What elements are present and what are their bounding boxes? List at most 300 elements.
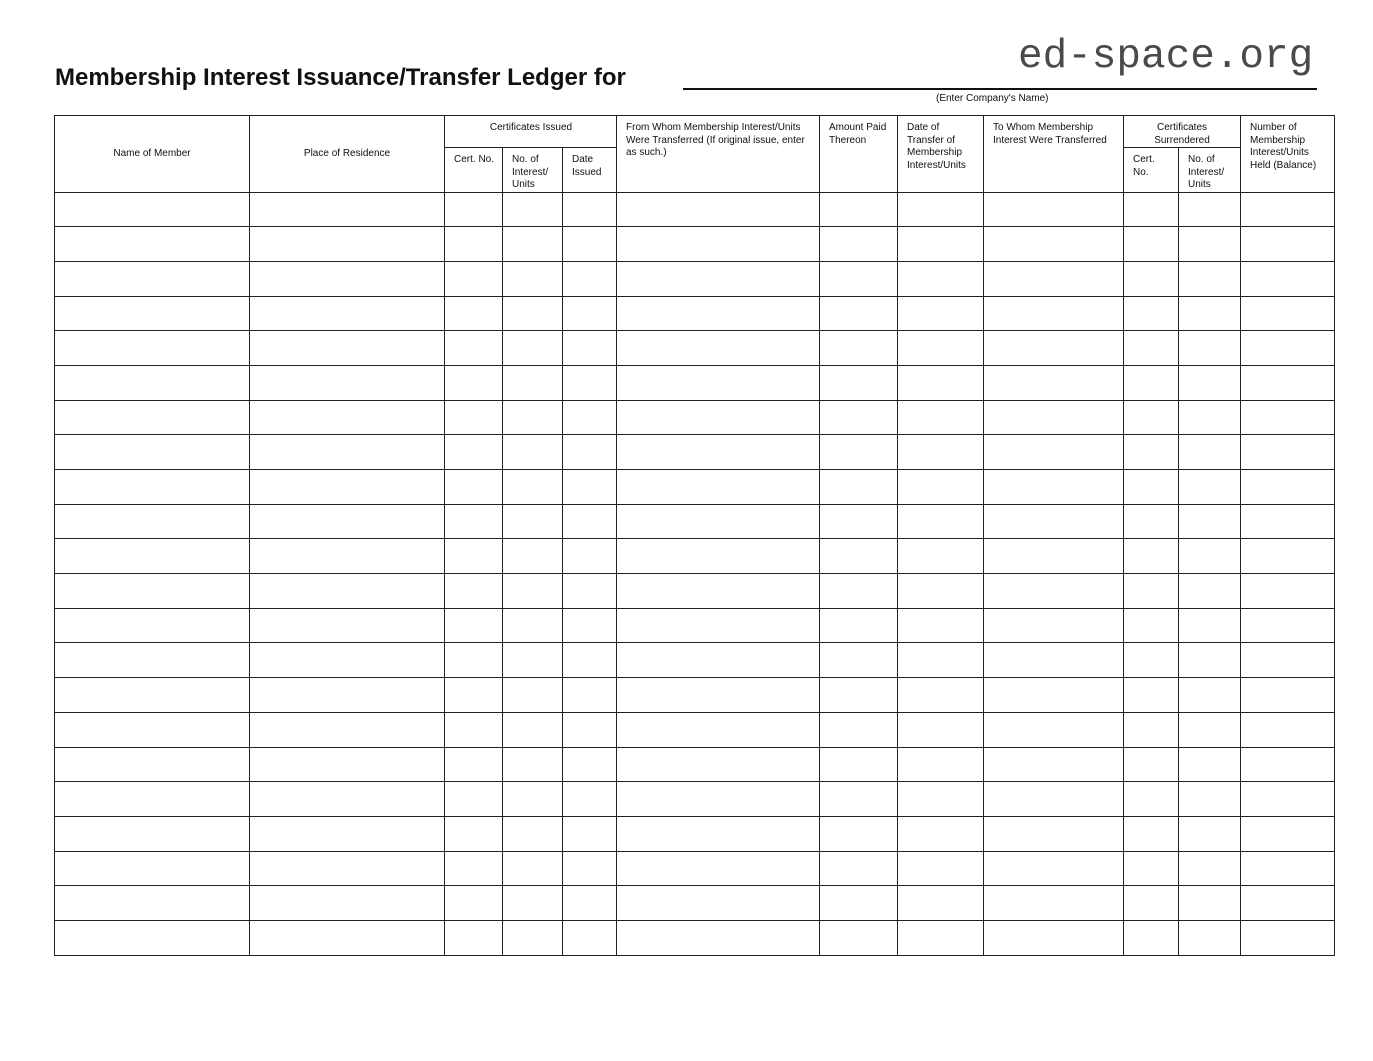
cell-surrendered-cert-no[interactable] [1124, 539, 1179, 574]
cell-amount-paid[interactable] [820, 296, 898, 331]
cell-cert-no[interactable] [445, 851, 503, 886]
cell-name-of-member[interactable] [55, 608, 250, 643]
cell-amount-paid[interactable] [820, 227, 898, 262]
cell-date-of-transfer[interactable] [898, 296, 984, 331]
cell-no-of-interest-units[interactable] [503, 643, 563, 678]
cell-no-of-interest-units[interactable] [503, 747, 563, 782]
cell-cert-no[interactable] [445, 365, 503, 400]
cell-balance[interactable] [1241, 851, 1335, 886]
cell-name-of-member[interactable] [55, 782, 250, 817]
cell-date-of-transfer[interactable] [898, 435, 984, 470]
cell-cert-no[interactable] [445, 504, 503, 539]
cell-surrendered-no-of-interest-units[interactable] [1179, 331, 1241, 366]
cell-place-of-residence[interactable] [250, 608, 445, 643]
cell-place-of-residence[interactable] [250, 435, 445, 470]
cell-from-whom[interactable] [617, 608, 820, 643]
cell-amount-paid[interactable] [820, 608, 898, 643]
cell-surrendered-no-of-interest-units[interactable] [1179, 192, 1241, 227]
cell-from-whom[interactable] [617, 504, 820, 539]
cell-amount-paid[interactable] [820, 816, 898, 851]
table-row [55, 365, 1335, 400]
cell-no-of-interest-units[interactable] [503, 712, 563, 747]
cell-date-issued[interactable] [563, 574, 617, 609]
cell-place-of-residence[interactable] [250, 227, 445, 262]
cell-from-whom[interactable] [617, 227, 820, 262]
header-certificates-issued: Certificates Issued [445, 116, 617, 148]
cell-place-of-residence[interactable] [250, 400, 445, 435]
cell-date-of-transfer[interactable] [898, 886, 984, 921]
cell-amount-paid[interactable] [820, 886, 898, 921]
table-row [55, 608, 1335, 643]
cell-balance[interactable] [1241, 643, 1335, 678]
cell-from-whom[interactable] [617, 400, 820, 435]
cell-amount-paid[interactable] [820, 712, 898, 747]
cell-date-issued[interactable] [563, 747, 617, 782]
cell-date-issued[interactable] [563, 504, 617, 539]
cell-no-of-interest-units[interactable] [503, 782, 563, 817]
cell-date-of-transfer[interactable] [898, 504, 984, 539]
company-name-hint: (Enter Company's Name) [936, 93, 1049, 104]
cell-from-whom[interactable] [617, 851, 820, 886]
cell-date-of-transfer[interactable] [898, 539, 984, 574]
header-name-of-member: Name of Member [55, 116, 250, 193]
cell-no-of-interest-units[interactable] [503, 400, 563, 435]
cell-cert-no[interactable] [445, 678, 503, 713]
table-row [55, 782, 1335, 817]
cell-name-of-member[interactable] [55, 574, 250, 609]
cell-balance[interactable] [1241, 504, 1335, 539]
header-cert-no: Cert. No. [445, 148, 503, 193]
cell-surrendered-no-of-interest-units[interactable] [1179, 400, 1241, 435]
cell-date-issued[interactable] [563, 261, 617, 296]
cell-place-of-residence[interactable] [250, 747, 445, 782]
cell-cert-no[interactable] [445, 331, 503, 366]
cell-place-of-residence[interactable] [250, 712, 445, 747]
cell-cert-no[interactable] [445, 574, 503, 609]
cell-from-whom[interactable] [617, 365, 820, 400]
header-date-of-transfer: Date of Transfer of Membership Interest/Units [898, 116, 984, 193]
cell-surrendered-no-of-interest-units[interactable] [1179, 886, 1241, 921]
cell-date-of-transfer[interactable] [898, 331, 984, 366]
cell-to-whom[interactable] [984, 470, 1124, 505]
cell-date-issued[interactable] [563, 782, 617, 817]
cell-amount-paid[interactable] [820, 539, 898, 574]
cell-from-whom[interactable] [617, 747, 820, 782]
cell-surrendered-cert-no[interactable] [1124, 712, 1179, 747]
cell-to-whom[interactable] [984, 816, 1124, 851]
cell-no-of-interest-units[interactable] [503, 886, 563, 921]
cell-surrendered-no-of-interest-units[interactable] [1179, 261, 1241, 296]
cell-date-of-transfer[interactable] [898, 608, 984, 643]
cell-no-of-interest-units[interactable] [503, 365, 563, 400]
cell-to-whom[interactable] [984, 678, 1124, 713]
cell-from-whom[interactable] [617, 296, 820, 331]
cell-cert-no[interactable] [445, 296, 503, 331]
cell-surrendered-no-of-interest-units[interactable] [1179, 435, 1241, 470]
cell-surrendered-no-of-interest-units[interactable] [1179, 851, 1241, 886]
cell-amount-paid[interactable] [820, 782, 898, 817]
cell-amount-paid[interactable] [820, 747, 898, 782]
cell-to-whom[interactable] [984, 296, 1124, 331]
cell-balance[interactable] [1241, 400, 1335, 435]
cell-balance[interactable] [1241, 470, 1335, 505]
cell-amount-paid[interactable] [820, 504, 898, 539]
cell-amount-paid[interactable] [820, 435, 898, 470]
cell-name-of-member[interactable] [55, 331, 250, 366]
cell-no-of-interest-units[interactable] [503, 192, 563, 227]
table-row [55, 331, 1335, 366]
cell-from-whom[interactable] [617, 435, 820, 470]
cell-no-of-interest-units[interactable] [503, 227, 563, 262]
header-from-whom: From Whom Membership Interest/Units Were Transferred (If original issue, enter as such.) [617, 116, 820, 193]
cell-date-of-transfer[interactable] [898, 400, 984, 435]
cell-to-whom[interactable] [984, 747, 1124, 782]
cell-date-issued[interactable] [563, 400, 617, 435]
cell-surrendered-cert-no[interactable] [1124, 365, 1179, 400]
cell-amount-paid[interactable] [820, 261, 898, 296]
table-row [55, 747, 1335, 782]
cell-balance[interactable] [1241, 782, 1335, 817]
cell-from-whom[interactable] [617, 470, 820, 505]
table-row [55, 435, 1335, 470]
cell-balance[interactable] [1241, 192, 1335, 227]
table-row [55, 470, 1335, 505]
cell-from-whom[interactable] [617, 643, 820, 678]
cell-cert-no[interactable] [445, 608, 503, 643]
cell-cert-no[interactable] [445, 782, 503, 817]
header-surrendered-no-of-interest-units: No. of Interest/ Units [1179, 148, 1241, 193]
cell-balance[interactable] [1241, 886, 1335, 921]
cell-to-whom[interactable] [984, 435, 1124, 470]
cell-surrendered-no-of-interest-units[interactable] [1179, 539, 1241, 574]
cell-place-of-residence[interactable] [250, 296, 445, 331]
cell-date-issued[interactable] [563, 920, 617, 955]
cell-name-of-member[interactable] [55, 400, 250, 435]
cell-balance[interactable] [1241, 227, 1335, 262]
cell-to-whom[interactable] [984, 192, 1124, 227]
watermark: ed-space.org [1018, 34, 1314, 80]
header-balance: Number of Membership Interest/Units Held (Balance) [1241, 116, 1335, 193]
cell-date-of-transfer[interactable] [898, 816, 984, 851]
cell-amount-paid[interactable] [820, 574, 898, 609]
cell-cert-no[interactable] [445, 400, 503, 435]
cell-from-whom[interactable] [617, 331, 820, 366]
cell-amount-paid[interactable] [820, 400, 898, 435]
header-no-of-interest-units: No. of Interest/ Units [503, 148, 563, 193]
cell-to-whom[interactable] [984, 261, 1124, 296]
cell-cert-no[interactable] [445, 886, 503, 921]
cell-name-of-member[interactable] [55, 539, 250, 574]
ledger-body [55, 192, 1335, 955]
cell-surrendered-cert-no[interactable] [1124, 296, 1179, 331]
cell-surrendered-cert-no[interactable] [1124, 470, 1179, 505]
cell-to-whom[interactable] [984, 851, 1124, 886]
cell-to-whom[interactable] [984, 886, 1124, 921]
cell-date-of-transfer[interactable] [898, 261, 984, 296]
cell-date-of-transfer[interactable] [898, 470, 984, 505]
cell-no-of-interest-units[interactable] [503, 470, 563, 505]
table-row [55, 539, 1335, 574]
table-row [55, 643, 1335, 678]
cell-surrendered-cert-no[interactable] [1124, 192, 1179, 227]
cell-surrendered-cert-no[interactable] [1124, 227, 1179, 262]
cell-to-whom[interactable] [984, 400, 1124, 435]
cell-name-of-member[interactable] [55, 816, 250, 851]
cell-name-of-member[interactable] [55, 296, 250, 331]
cell-surrendered-no-of-interest-units[interactable] [1179, 574, 1241, 609]
cell-surrendered-no-of-interest-units[interactable] [1179, 816, 1241, 851]
cell-surrendered-cert-no[interactable] [1124, 400, 1179, 435]
cell-surrendered-cert-no[interactable] [1124, 574, 1179, 609]
cell-date-of-transfer[interactable] [898, 678, 984, 713]
header-to-whom: To Whom Membership Interest Were Transferred [984, 116, 1124, 193]
cell-date-issued[interactable] [563, 539, 617, 574]
cell-to-whom[interactable] [984, 608, 1124, 643]
header-date-issued: Date Issued [563, 148, 617, 193]
cell-date-of-transfer[interactable] [898, 782, 984, 817]
cell-date-issued[interactable] [563, 470, 617, 505]
cell-surrendered-cert-no[interactable] [1124, 816, 1179, 851]
cell-balance[interactable] [1241, 816, 1335, 851]
cell-surrendered-no-of-interest-units[interactable] [1179, 643, 1241, 678]
cell-name-of-member[interactable] [55, 851, 250, 886]
cell-amount-paid[interactable] [820, 365, 898, 400]
cell-no-of-interest-units[interactable] [503, 435, 563, 470]
cell-place-of-residence[interactable] [250, 782, 445, 817]
cell-to-whom[interactable] [984, 365, 1124, 400]
cell-to-whom[interactable] [984, 504, 1124, 539]
cell-surrendered-no-of-interest-units[interactable] [1179, 365, 1241, 400]
table-row [55, 886, 1335, 921]
cell-place-of-residence[interactable] [250, 678, 445, 713]
page-title: Membership Interest Issuance/Transfer Ledger for [55, 64, 626, 91]
cell-balance[interactable] [1241, 712, 1335, 747]
cell-balance[interactable] [1241, 365, 1335, 400]
cell-cert-no[interactable] [445, 816, 503, 851]
cell-surrendered-cert-no[interactable] [1124, 261, 1179, 296]
cell-cert-no[interactable] [445, 712, 503, 747]
cell-surrendered-cert-no[interactable] [1124, 886, 1179, 921]
cell-date-issued[interactable] [563, 816, 617, 851]
cell-surrendered-no-of-interest-units[interactable] [1179, 608, 1241, 643]
cell-to-whom[interactable] [984, 712, 1124, 747]
cell-name-of-member[interactable] [55, 192, 250, 227]
cell-no-of-interest-units[interactable] [503, 816, 563, 851]
table-row [55, 192, 1335, 227]
cell-amount-paid[interactable] [820, 920, 898, 955]
cell-surrendered-cert-no[interactable] [1124, 678, 1179, 713]
cell-name-of-member[interactable] [55, 365, 250, 400]
cell-surrendered-no-of-interest-units[interactable] [1179, 712, 1241, 747]
header-place-of-residence: Place of Residence [250, 116, 445, 193]
cell-name-of-member[interactable] [55, 643, 250, 678]
cell-balance[interactable] [1241, 608, 1335, 643]
cell-date-of-transfer[interactable] [898, 192, 984, 227]
ledger-table [54, 115, 1335, 956]
cell-date-of-transfer[interactable] [898, 574, 984, 609]
cell-no-of-interest-units[interactable] [503, 608, 563, 643]
cell-surrendered-no-of-interest-units[interactable] [1179, 470, 1241, 505]
table-row [55, 227, 1335, 262]
cell-surrendered-cert-no[interactable] [1124, 747, 1179, 782]
cell-from-whom[interactable] [617, 712, 820, 747]
cell-date-of-transfer[interactable] [898, 365, 984, 400]
cell-surrendered-no-of-interest-units[interactable] [1179, 920, 1241, 955]
cell-place-of-residence[interactable] [250, 365, 445, 400]
cell-to-whom[interactable] [984, 227, 1124, 262]
cell-cert-no[interactable] [445, 920, 503, 955]
table-row [55, 296, 1335, 331]
cell-name-of-member[interactable] [55, 712, 250, 747]
cell-surrendered-cert-no[interactable] [1124, 608, 1179, 643]
table-row [55, 816, 1335, 851]
header-certificates-surrendered: Certificates Surrendered [1124, 116, 1241, 148]
cell-date-issued[interactable] [563, 331, 617, 366]
cell-place-of-residence[interactable] [250, 331, 445, 366]
cell-surrendered-cert-no[interactable] [1124, 504, 1179, 539]
cell-date-issued[interactable] [563, 886, 617, 921]
cell-date-issued[interactable] [563, 712, 617, 747]
cell-from-whom[interactable] [617, 192, 820, 227]
cell-date-issued[interactable] [563, 851, 617, 886]
cell-place-of-residence[interactable] [250, 261, 445, 296]
cell-place-of-residence[interactable] [250, 851, 445, 886]
cell-place-of-residence[interactable] [250, 470, 445, 505]
cell-place-of-residence[interactable] [250, 539, 445, 574]
cell-place-of-residence[interactable] [250, 886, 445, 921]
cell-to-whom[interactable] [984, 574, 1124, 609]
cell-name-of-member[interactable] [55, 227, 250, 262]
cell-surrendered-cert-no[interactable] [1124, 643, 1179, 678]
cell-surrendered-no-of-interest-units[interactable] [1179, 504, 1241, 539]
cell-to-whom[interactable] [984, 331, 1124, 366]
cell-to-whom[interactable] [984, 539, 1124, 574]
table-row [55, 574, 1335, 609]
cell-amount-paid[interactable] [820, 851, 898, 886]
cell-balance[interactable] [1241, 574, 1335, 609]
cell-cert-no[interactable] [445, 435, 503, 470]
cell-date-of-transfer[interactable] [898, 227, 984, 262]
cell-balance[interactable] [1241, 747, 1335, 782]
cell-cert-no[interactable] [445, 227, 503, 262]
cell-date-issued[interactable] [563, 192, 617, 227]
cell-date-issued[interactable] [563, 365, 617, 400]
cell-from-whom[interactable] [617, 678, 820, 713]
cell-surrendered-cert-no[interactable] [1124, 435, 1179, 470]
cell-name-of-member[interactable] [55, 504, 250, 539]
cell-balance[interactable] [1241, 435, 1335, 470]
cell-name-of-member[interactable] [55, 678, 250, 713]
cell-no-of-interest-units[interactable] [503, 574, 563, 609]
cell-date-issued[interactable] [563, 608, 617, 643]
cell-no-of-interest-units[interactable] [503, 261, 563, 296]
cell-cert-no[interactable] [445, 470, 503, 505]
header-amount-paid: Amount Paid Thereon [820, 116, 898, 193]
cell-date-issued[interactable] [563, 227, 617, 262]
cell-no-of-interest-units[interactable] [503, 504, 563, 539]
cell-date-issued[interactable] [563, 678, 617, 713]
cell-place-of-residence[interactable] [250, 816, 445, 851]
table-row [55, 920, 1335, 955]
cell-from-whom[interactable] [617, 886, 820, 921]
cell-name-of-member[interactable] [55, 261, 250, 296]
cell-place-of-residence[interactable] [250, 574, 445, 609]
cell-amount-paid[interactable] [820, 331, 898, 366]
cell-date-issued[interactable] [563, 296, 617, 331]
cell-surrendered-cert-no[interactable] [1124, 331, 1179, 366]
cell-name-of-member[interactable] [55, 435, 250, 470]
cell-from-whom[interactable] [617, 782, 820, 817]
cell-balance[interactable] [1241, 539, 1335, 574]
cell-surrendered-cert-no[interactable] [1124, 782, 1179, 817]
cell-no-of-interest-units[interactable] [503, 331, 563, 366]
cell-date-of-transfer[interactable] [898, 851, 984, 886]
cell-amount-paid[interactable] [820, 192, 898, 227]
cell-surrendered-cert-no[interactable] [1124, 920, 1179, 955]
cell-cert-no[interactable] [445, 539, 503, 574]
cell-surrendered-no-of-interest-units[interactable] [1179, 782, 1241, 817]
cell-from-whom[interactable] [617, 574, 820, 609]
cell-from-whom[interactable] [617, 816, 820, 851]
cell-balance[interactable] [1241, 331, 1335, 366]
cell-cert-no[interactable] [445, 261, 503, 296]
cell-to-whom[interactable] [984, 920, 1124, 955]
cell-place-of-residence[interactable] [250, 643, 445, 678]
cell-surrendered-no-of-interest-units[interactable] [1179, 296, 1241, 331]
cell-to-whom[interactable] [984, 643, 1124, 678]
cell-balance[interactable] [1241, 261, 1335, 296]
cell-no-of-interest-units[interactable] [503, 851, 563, 886]
cell-from-whom[interactable] [617, 261, 820, 296]
cell-balance[interactable] [1241, 296, 1335, 331]
cell-date-of-transfer[interactable] [898, 747, 984, 782]
cell-no-of-interest-units[interactable] [503, 678, 563, 713]
cell-to-whom[interactable] [984, 782, 1124, 817]
cell-balance[interactable] [1241, 678, 1335, 713]
cell-date-of-transfer[interactable] [898, 643, 984, 678]
cell-amount-paid[interactable] [820, 470, 898, 505]
cell-from-whom[interactable] [617, 920, 820, 955]
cell-surrendered-no-of-interest-units[interactable] [1179, 678, 1241, 713]
cell-date-issued[interactable] [563, 435, 617, 470]
cell-name-of-member[interactable] [55, 920, 250, 955]
cell-no-of-interest-units[interactable] [503, 920, 563, 955]
cell-date-of-transfer[interactable] [898, 712, 984, 747]
cell-amount-paid[interactable] [820, 643, 898, 678]
cell-surrendered-cert-no[interactable] [1124, 851, 1179, 886]
cell-surrendered-no-of-interest-units[interactable] [1179, 227, 1241, 262]
cell-name-of-member[interactable] [55, 470, 250, 505]
company-name-field[interactable] [683, 88, 1317, 90]
cell-surrendered-no-of-interest-units[interactable] [1179, 747, 1241, 782]
cell-date-issued[interactable] [563, 643, 617, 678]
cell-cert-no[interactable] [445, 192, 503, 227]
cell-name-of-member[interactable] [55, 747, 250, 782]
cell-place-of-residence[interactable] [250, 504, 445, 539]
cell-no-of-interest-units[interactable] [503, 539, 563, 574]
cell-place-of-residence[interactable] [250, 192, 445, 227]
cell-date-of-transfer[interactable] [898, 920, 984, 955]
cell-from-whom[interactable] [617, 539, 820, 574]
cell-cert-no[interactable] [445, 747, 503, 782]
cell-place-of-residence[interactable] [250, 920, 445, 955]
cell-no-of-interest-units[interactable] [503, 296, 563, 331]
cell-cert-no[interactable] [445, 643, 503, 678]
table-row [55, 712, 1335, 747]
cell-amount-paid[interactable] [820, 678, 898, 713]
cell-balance[interactable] [1241, 920, 1335, 955]
cell-name-of-member[interactable] [55, 886, 250, 921]
